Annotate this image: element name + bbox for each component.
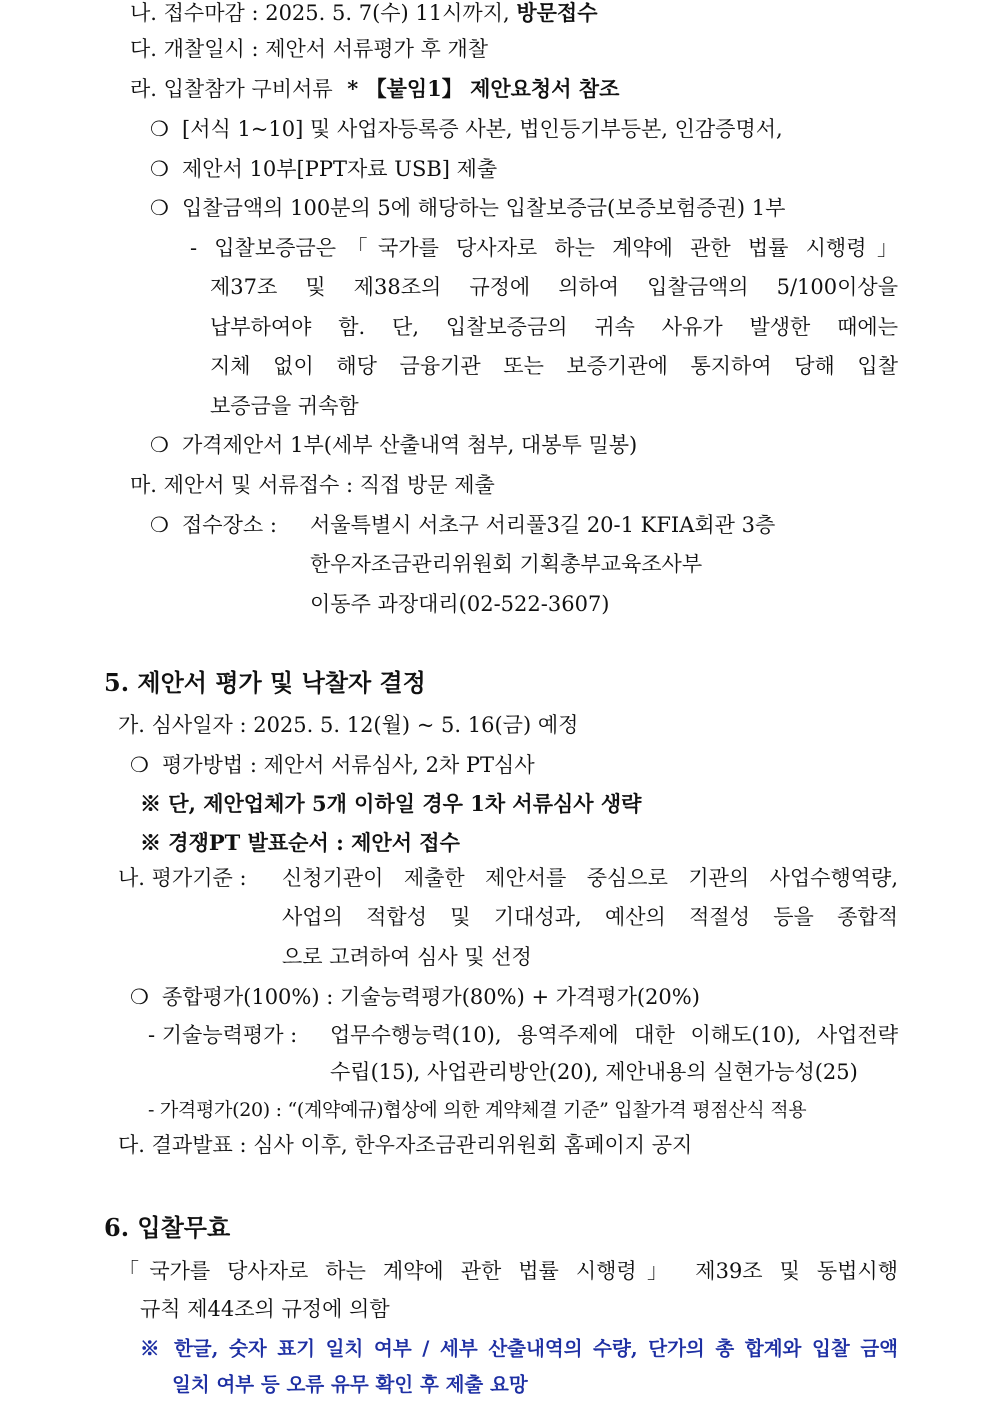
doc-item-price-proposal: ❍ 가격제안서 1부(세부 산출내역 첨부, 대봉투 밀봉) — [150, 430, 637, 460]
deposit-note-line: 보증금을 귀속함 — [210, 394, 359, 418]
tech-evaluation-line: 수립(15), 사업관리방안(20), 제안내용의 실현가능성(25) — [330, 1060, 858, 1084]
price-evaluation: - 가격평가(20) : “(계약예규)협상에 의한 계약체결 기준” 입찰가격 평점산식 적용 — [148, 1099, 807, 1121]
doc-item-deposit: ❍ 입찰금액의 100분의 5에 해당하는 입찰보증금(보증보험증권) 1부 — [150, 193, 785, 223]
place-department: 한우자조금관리위원회 기획총부교육조사부 — [310, 552, 703, 576]
section-5-title: 5. 제안서 평가 및 낙찰자 결정 — [104, 668, 426, 697]
circle-bullet-icon: ❍ — [150, 196, 169, 220]
closing-deadline: 나. 접수마감 : 2025. 5. 7(수) 11시까지, 방문접수 — [130, 0, 598, 25]
warning-note: 일치 여부 등 오류 유무 확인 후 제출 요망 — [172, 1373, 528, 1396]
doc-item-forms: ❍ [서식 1~10] 및 사업자등록증 사본, 법인등기부등본, 인감증명서, — [150, 114, 783, 144]
criteria-line: 신청기관이 제출한 제안서를 중심으로 기관의 사업수행역량, — [282, 866, 898, 890]
circle-bullet-icon: ❍ — [150, 433, 169, 457]
doc-item-proposal: ❍ 제안서 10부[PPT자료 USB] 제출 — [150, 154, 497, 184]
criteria-line: 으로 고려하여 심사 및 선정 — [282, 945, 532, 969]
note-skip-screening: ※ 단, 제안업체가 5개 이하일 경우 1차 서류심사 생략 — [140, 791, 642, 816]
criteria-line: 사업의 적합성 및 기대성과, 예산의 적절성 등을 종합적 — [282, 905, 898, 929]
place-address: 서울특별시 서초구 서리풀3길 20-1 KFIA회관 3층 — [310, 513, 776, 537]
submission-method: 마. 제안서 및 서류접수 : 직접 방문 제출 — [130, 473, 495, 497]
warning-note: ※ 한글, 숫자 표기 일치 여부 / 세부 산출내역의 수량, 단가의 총 합계와 입찰 금액 — [140, 1337, 898, 1360]
circle-bullet-icon: ❍ — [130, 985, 149, 1009]
circle-bullet-icon: ❍ — [150, 513, 169, 537]
deposit-note-line: - 입찰보증금은「국가를 당사자로 하는 계약에 관한 법률 시행령」 — [190, 236, 898, 260]
circle-bullet-icon: ❍ — [130, 753, 149, 777]
tech-evaluation-line: 업무수행능력(10), 용역주제에 대한 이해도(10), 사업전략 — [330, 1023, 898, 1047]
result-announcement: 다. 결과발표 : 심사 이후, 한우자조금관리위원회 홈페이지 공지 — [118, 1133, 693, 1157]
required-documents: 라. 입찰참가 구비서류 * 【붙임1】 제안요청서 참조 — [130, 76, 620, 101]
total-evaluation: ❍ 종합평가(100%) : 기술능력평가(80%) + 가격평가(20%) — [130, 982, 700, 1012]
evaluation-criteria-label: 나. 평가기준 : — [118, 866, 247, 890]
invalid-bid-line: 규칙 제44조의 규정에 의함 — [140, 1297, 390, 1321]
review-date: 가. 심사일자 : 2025. 5. 12(월) ~ 5. 16(금) 예정 — [118, 713, 579, 737]
opening-date: 다. 개찰일시 : 제안서 서류평가 후 개찰 — [130, 37, 489, 61]
deposit-note-line: 지체 없이 해당 금융기관 또는 보증기관에 통지하여 당해 입찰 — [210, 354, 898, 378]
place-contact: 이동주 과장대리(02-522-3607) — [310, 592, 610, 616]
tech-evaluation-label: - 기술능력평가 : — [148, 1023, 298, 1047]
invalid-bid-line: 「국가를 당사자로 하는 계약에 관한 법률 시행령」 제39조 및 동법시행 — [118, 1259, 898, 1283]
section-6-title: 6. 입찰무효 — [104, 1213, 231, 1242]
note-pt-order: ※ 경쟁PT 발표순서 : 제안서 접수 — [140, 830, 460, 855]
deposit-note-line: 제37조 및 제38조의 규정에 의하여 입찰금액의 5/100이상을 — [210, 275, 898, 299]
deposit-note-line: 납부하여야 함. 단, 입찰보증금의 귀속 사유가 발생한 때에는 — [210, 315, 898, 339]
circle-bullet-icon: ❍ — [150, 117, 169, 141]
submission-place: ❍ 접수장소 : — [150, 510, 277, 540]
circle-bullet-icon: ❍ — [150, 157, 169, 181]
evaluation-method: ❍ 평가방법 : 제안서 서류심사, 2차 PT심사 — [130, 750, 535, 780]
